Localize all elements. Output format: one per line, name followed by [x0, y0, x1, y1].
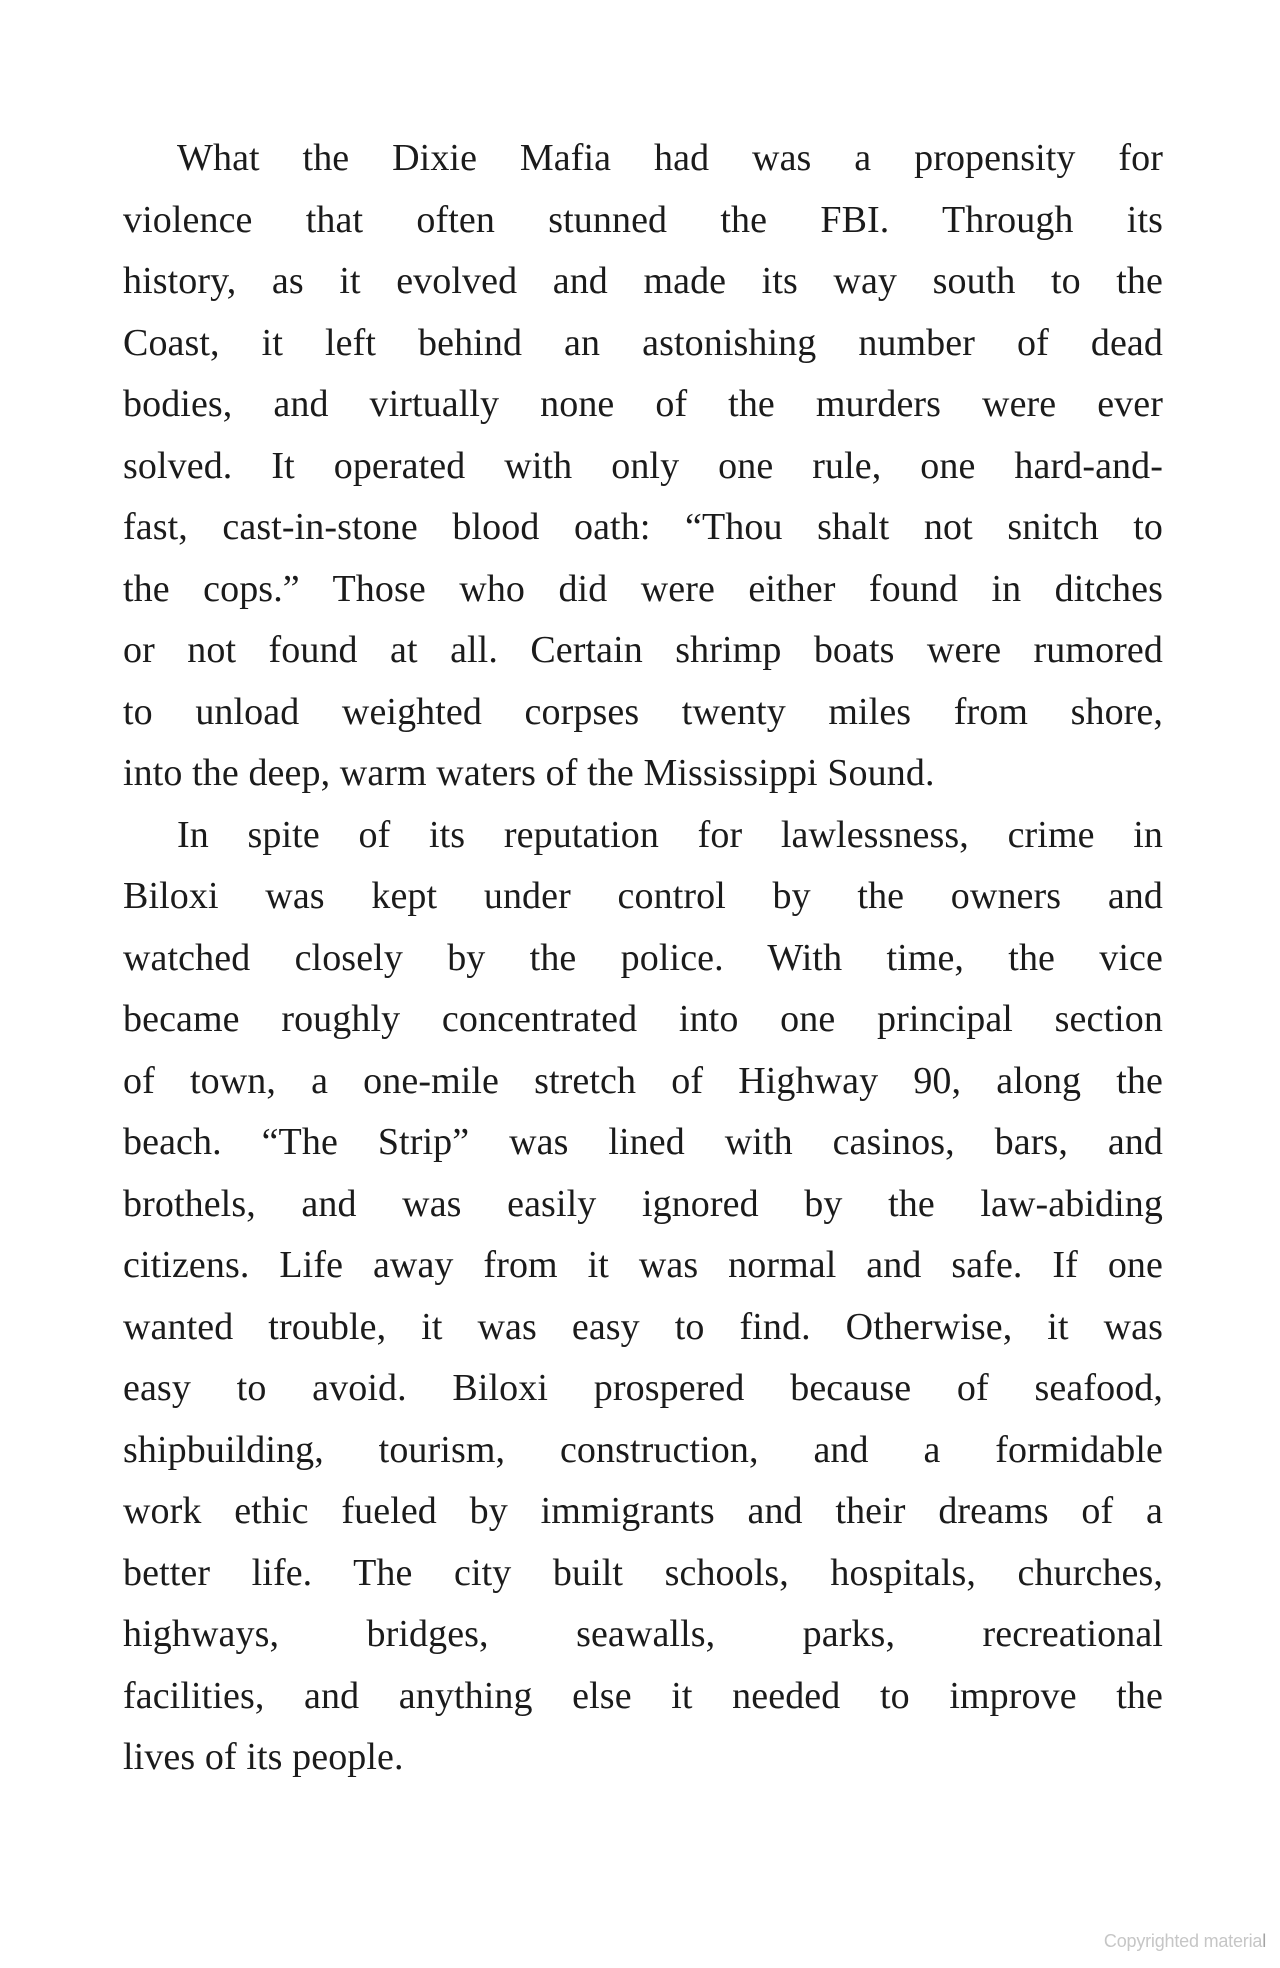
copyright-notice	[1104, 1931, 1266, 1952]
text-line: of town, a one-mile stretch of Highway 90, along the	[123, 1059, 1163, 1102]
text-line: became roughly concentrated into one principal section	[123, 998, 1163, 1040]
text-line: work ethic fueled by immigrants and their dreams of a	[123, 1490, 1163, 1532]
text-line: history, as it evolved and made its way south to the	[123, 260, 1163, 302]
text-line: brothels, and was easily ignored by the law-abiding	[123, 1182, 1163, 1225]
text-line: into the deep, warm waters of the Mississippi Sound.	[123, 752, 935, 794]
text-line: easy to avoid. Biloxi prospered because of seafood,	[123, 1367, 1163, 1409]
text-line: violence that often stunned the FBI. Through its	[123, 198, 1163, 241]
text-line: In spite of its reputation for lawlessness, crime in	[177, 813, 1163, 856]
text-line: the cops.” Those who did were either found in ditches	[123, 567, 1163, 610]
text-line: Coast, it left behind an astonishing number of dead	[123, 321, 1163, 364]
text-line: facilities, and anything else it needed to improve the	[123, 1674, 1163, 1717]
text-line: better life. The city built schools, hospitals, churches,	[123, 1551, 1163, 1594]
paragraph-1	[123, 128, 1163, 805]
text-line: shipbuilding, tourism, construction, and a formidable	[123, 1428, 1163, 1471]
text-line: watched closely by the police. With time, the vice	[123, 936, 1163, 979]
text-line: wanted trouble, it was easy to find. Otherwise, it was	[123, 1305, 1163, 1348]
text-line: to unload weighted corpses twenty miles from shore,	[123, 690, 1163, 733]
text-line: solved. It operated with only one rule, one hard-and-	[123, 444, 1163, 487]
text-line: bodies, and virtually none of the murders were ever	[123, 383, 1163, 425]
paragraph-2	[123, 805, 1163, 1789]
text-line: lives of its people.	[123, 1736, 404, 1778]
text-line: highways, bridges, seawalls, parks, recreational	[123, 1613, 1163, 1655]
text-line: What the Dixie Mafia had was a propensity for	[177, 137, 1163, 179]
text-line: Biloxi was kept under control by the owners and	[123, 875, 1163, 917]
text-line: citizens. Life away from it was normal and safe. If one	[123, 1244, 1163, 1286]
page-text-block	[123, 128, 1163, 1789]
copyright-text: Copyrighted materia	[1103, 1931, 1263, 1951]
text-line: fast, cast-in-stone blood oath: “Thou shalt not snitch to	[123, 506, 1163, 548]
copyright-text-tail: l	[1262, 1931, 1266, 1951]
text-line: or not found at all. Certain shrimp boats were rumored	[123, 629, 1163, 671]
text-line: beach. “The Strip” was lined with casinos, bars, and	[123, 1121, 1163, 1163]
